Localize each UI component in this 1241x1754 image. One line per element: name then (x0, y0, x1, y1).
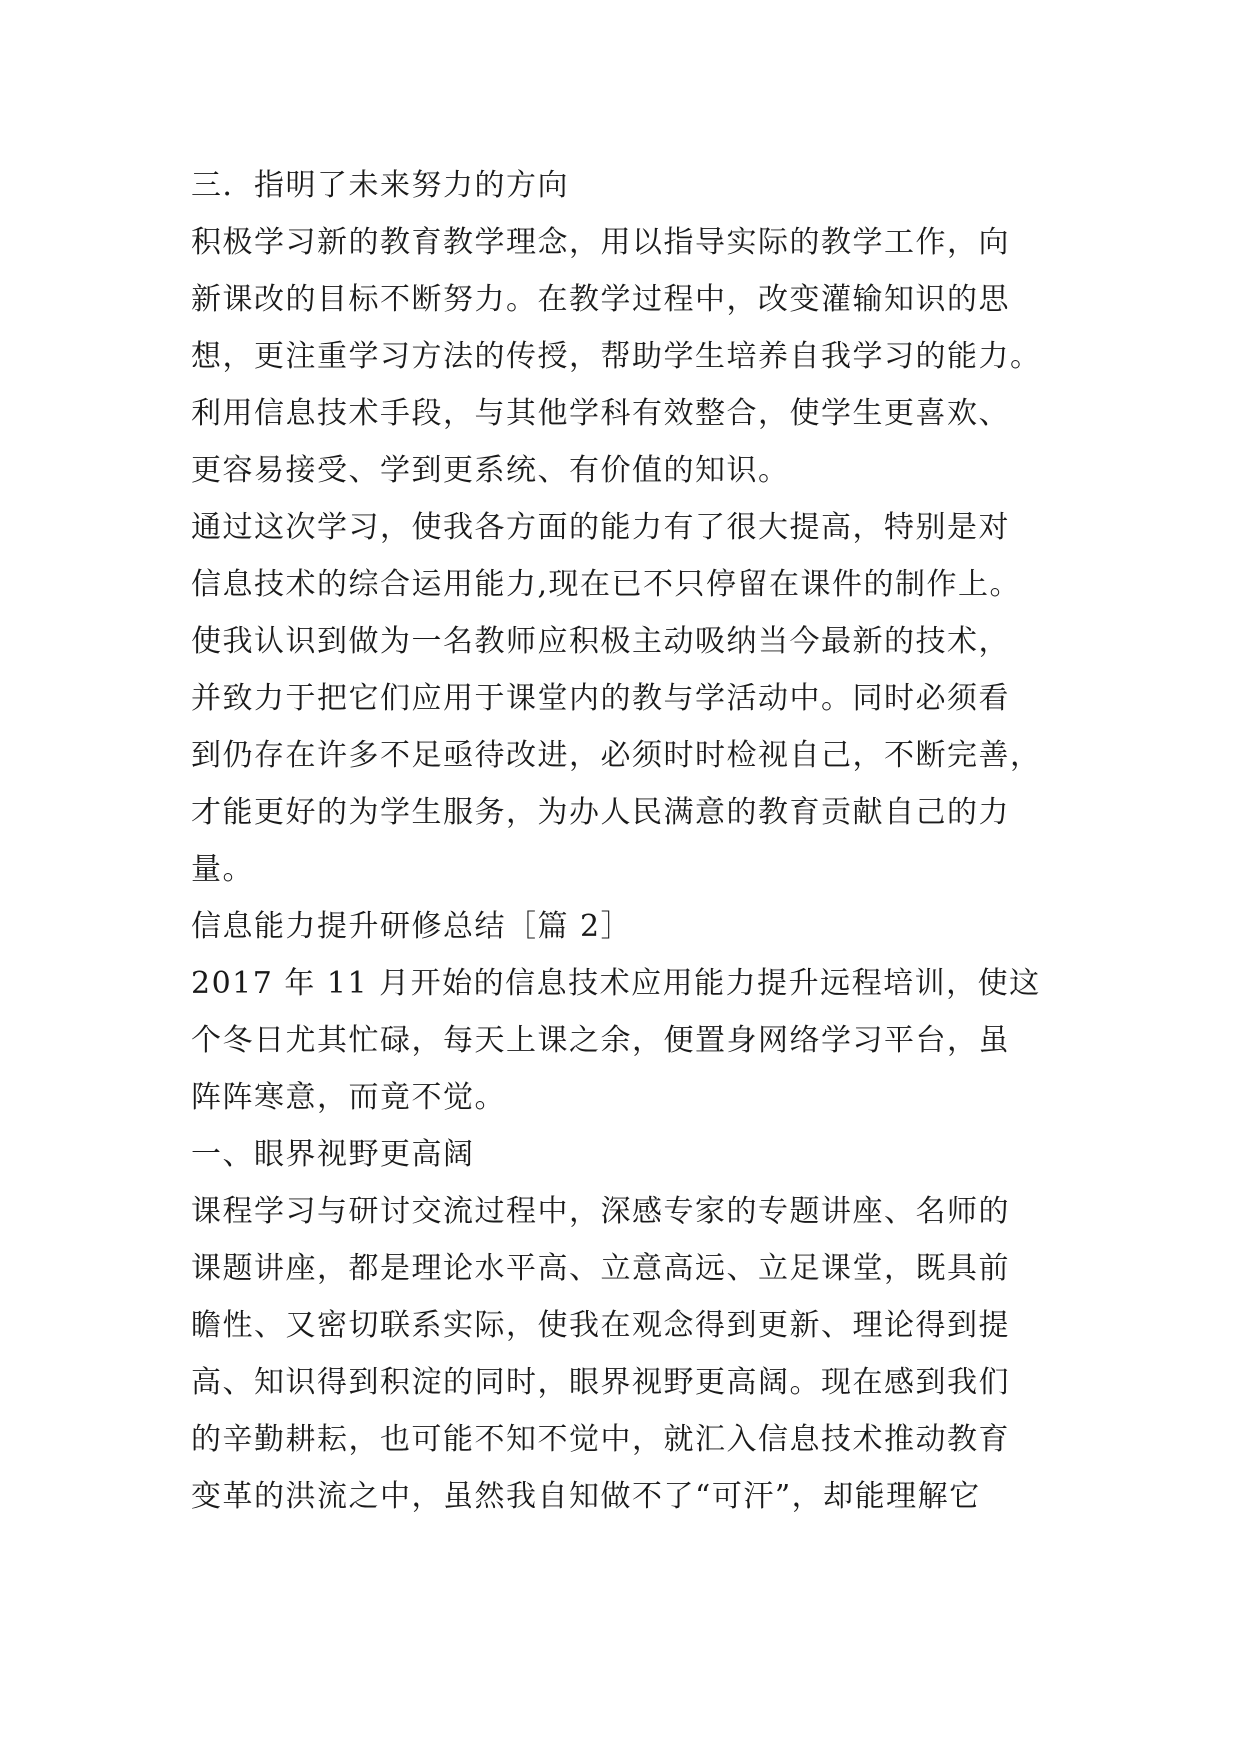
paragraph-line: 课程学习与研讨交流过程中，深感专家的专题讲座、名师的 (191, 1194, 1010, 1229)
paragraph-line: 才能更好的为学生服务，为办人民满意的教育贡献自己的力 (191, 795, 1010, 830)
paragraph-line: 的辛勤耕耘，也可能不知不觉中，就汇入信息技术推动教育 (191, 1422, 1010, 1457)
paragraph-line: 阵阵寒意，而竟不觉。 (191, 1080, 506, 1115)
paragraph-line: 信息技术的综合运用能力,现在已不只停留在课件的制作上。 (191, 567, 1022, 602)
paragraph-line: 2017 年 11 月开始的信息技术应用能力提升远程培训，使这 (191, 966, 1041, 1001)
paragraph-line: 积极学习新的教育教学理念，用以指导实际的教学工作，向 (191, 225, 1010, 260)
section-heading-one: 一、眼界视野更高阔 (191, 1137, 475, 1172)
paragraph-line: 瞻性、又密切联系实际，使我在观念得到更新、理论得到提 (191, 1308, 1010, 1343)
paragraph-line: 变革的洪流之中，虽然我自知做不了“可汗”，却能理解它 (191, 1479, 981, 1514)
paragraph-line: 利用信息技术手段，与其他学科有效整合，使学生更喜欢、 (191, 396, 1010, 431)
article-title-part-2: 信息能力提升研修总结［篇 2］ (191, 909, 633, 944)
paragraph-line: 新课改的目标不断努力。在教学过程中，改变灌输知识的思 (191, 282, 1010, 317)
paragraph-line: 课题讲座，都是理论水平高、立意高远、立足课堂，既具前 (191, 1251, 1010, 1286)
paragraph-line: 通过这次学习，使我各方面的能力有了很大提高，特别是对 (191, 510, 1010, 545)
paragraph-line: 量。 (191, 852, 254, 887)
paragraph-line: 想，更注重学习方法的传授，帮助学生培养自我学习的能力。 (191, 339, 1042, 374)
paragraph-line: 使我认识到做为一名教师应积极主动吸纳当今最新的技术， (191, 624, 1010, 659)
paragraph-line: 更容易接受、学到更系统、有价值的知识。 (191, 453, 790, 488)
document-body (191, 157, 1061, 1525)
paragraph-line: 到仍存在许多不足亟待改进，必须时时检视自己，不断完善， (191, 738, 1042, 773)
section-heading-three: 三．指明了未来努力的方向 (191, 168, 569, 203)
paragraph-line: 并致力于把它们应用于课堂内的教与学活动中。同时必须看 (191, 681, 1010, 716)
paragraph-line: 个冬日尤其忙碌，每天上课之余，便置身网络学习平台，虽 (191, 1023, 1010, 1058)
paragraph-line: 高、知识得到积淀的同时，眼界视野更高阔。现在感到我们 (191, 1365, 1010, 1400)
